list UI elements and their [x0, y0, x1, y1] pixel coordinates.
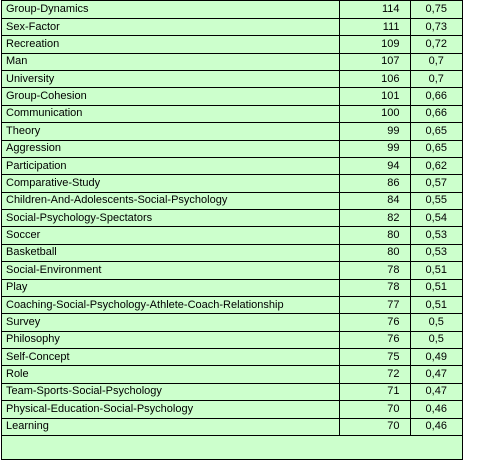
ratio-cell: 0,51 [410, 296, 462, 313]
table-row [2, 157, 462, 174]
table-row [2, 279, 462, 296]
table-row [2, 53, 462, 70]
table-row [2, 383, 462, 400]
ratio-cell: 0,62 [410, 157, 462, 174]
ratio-cell: 0,75 [410, 1, 462, 18]
term-cell: Children-And-Adolescents-Social-Psychology [2, 192, 339, 209]
term-cell: Communication [2, 105, 339, 122]
count-cell: 86 [339, 175, 410, 192]
term-cell: Comparative-Study [2, 175, 339, 192]
count-cell: 94 [339, 157, 410, 174]
count-cell: 114 [339, 1, 410, 18]
table-row [2, 349, 462, 366]
table-row [2, 331, 462, 348]
ratio-cell: 0,54 [410, 210, 462, 227]
ratio-cell: 0,65 [410, 123, 462, 140]
table-row [2, 401, 462, 418]
table-row [2, 71, 462, 88]
count-cell: 99 [339, 123, 410, 140]
term-cell: Soccer [2, 227, 339, 244]
term-cell: Learning [2, 418, 339, 435]
term-cell: Basketball [2, 244, 339, 261]
term-cell: Man [2, 53, 339, 70]
count-cell: 107 [339, 53, 410, 70]
ratio-cell: 0,49 [410, 349, 462, 366]
table-row [2, 244, 462, 261]
count-cell: 109 [339, 36, 410, 53]
table-row [2, 105, 462, 122]
term-cell: Sex-Factor [2, 18, 339, 35]
table-row [2, 140, 462, 157]
ratio-cell: 0,51 [410, 279, 462, 296]
ratio-cell: 0,5 [410, 331, 462, 348]
count-cell: 100 [339, 105, 410, 122]
ratio-cell: 0,5 [410, 314, 462, 331]
term-cell: Theory [2, 123, 339, 140]
count-cell: 82 [339, 210, 410, 227]
term-cell: Self-Concept [2, 349, 339, 366]
term-cell: Coaching-Social-Psychology-Athlete-Coach-Relationship [2, 296, 339, 313]
table-row [2, 123, 462, 140]
count-cell: 78 [339, 262, 410, 279]
table-row [2, 36, 462, 53]
table-body [2, 1, 462, 435]
count-cell: 106 [339, 71, 410, 88]
ratio-cell: 0,46 [410, 401, 462, 418]
term-cell: Social-Psychology-Spectators [2, 210, 339, 227]
table-row [2, 314, 462, 331]
term-cell: Role [2, 366, 339, 383]
count-cell: 99 [339, 140, 410, 157]
ratio-cell: 0,66 [410, 105, 462, 122]
ratio-cell: 0,53 [410, 227, 462, 244]
count-cell: 80 [339, 227, 410, 244]
ratio-cell: 0,7 [410, 53, 462, 70]
term-cell: Physical-Education-Social-Psychology [2, 401, 339, 418]
ratio-cell: 0,73 [410, 18, 462, 35]
table-row [2, 1, 462, 18]
table-row [2, 296, 462, 313]
ratio-cell: 0,47 [410, 366, 462, 383]
count-cell: 70 [339, 418, 410, 435]
term-cell: Philosophy [2, 331, 339, 348]
ratio-cell: 0,7 [410, 71, 462, 88]
count-cell: 76 [339, 331, 410, 348]
ratio-cell: 0,66 [410, 88, 462, 105]
count-cell: 70 [339, 401, 410, 418]
ratio-cell: 0,65 [410, 140, 462, 157]
ratio-cell: 0,53 [410, 244, 462, 261]
term-cell: University [2, 71, 339, 88]
table-row [2, 366, 462, 383]
count-cell: 75 [339, 349, 410, 366]
table-row [2, 88, 462, 105]
term-cell: Group-Cohesion [2, 88, 339, 105]
term-cell: Recreation [2, 36, 339, 53]
ratio-cell: 0,47 [410, 383, 462, 400]
ratio-cell: 0,55 [410, 192, 462, 209]
count-cell: 76 [339, 314, 410, 331]
count-cell: 78 [339, 279, 410, 296]
ratio-cell: 0,51 [410, 262, 462, 279]
term-cell: Social-Environment [2, 262, 339, 279]
count-cell: 84 [339, 192, 410, 209]
table-row [2, 192, 462, 209]
count-cell: 101 [339, 88, 410, 105]
table-row [2, 210, 462, 227]
table-row [2, 175, 462, 192]
table-row [2, 418, 462, 435]
term-cell: Play [2, 279, 339, 296]
ratio-cell: 0,57 [410, 175, 462, 192]
term-cell: Aggression [2, 140, 339, 157]
ratio-cell: 0,46 [410, 418, 462, 435]
term-cell: Participation [2, 157, 339, 174]
count-cell: 80 [339, 244, 410, 261]
count-cell: 72 [339, 366, 410, 383]
keyword-frequency-table [1, 0, 463, 460]
ratio-cell: 0,72 [410, 36, 462, 53]
term-cell: Group-Dynamics [2, 1, 339, 18]
data-table [2, 1, 462, 436]
count-cell: 111 [339, 18, 410, 35]
term-cell: Team-Sports-Social-Psychology [2, 383, 339, 400]
count-cell: 77 [339, 296, 410, 313]
table-row [2, 227, 462, 244]
table-row [2, 18, 462, 35]
count-cell: 71 [339, 383, 410, 400]
table-row [2, 262, 462, 279]
term-cell: Survey [2, 314, 339, 331]
